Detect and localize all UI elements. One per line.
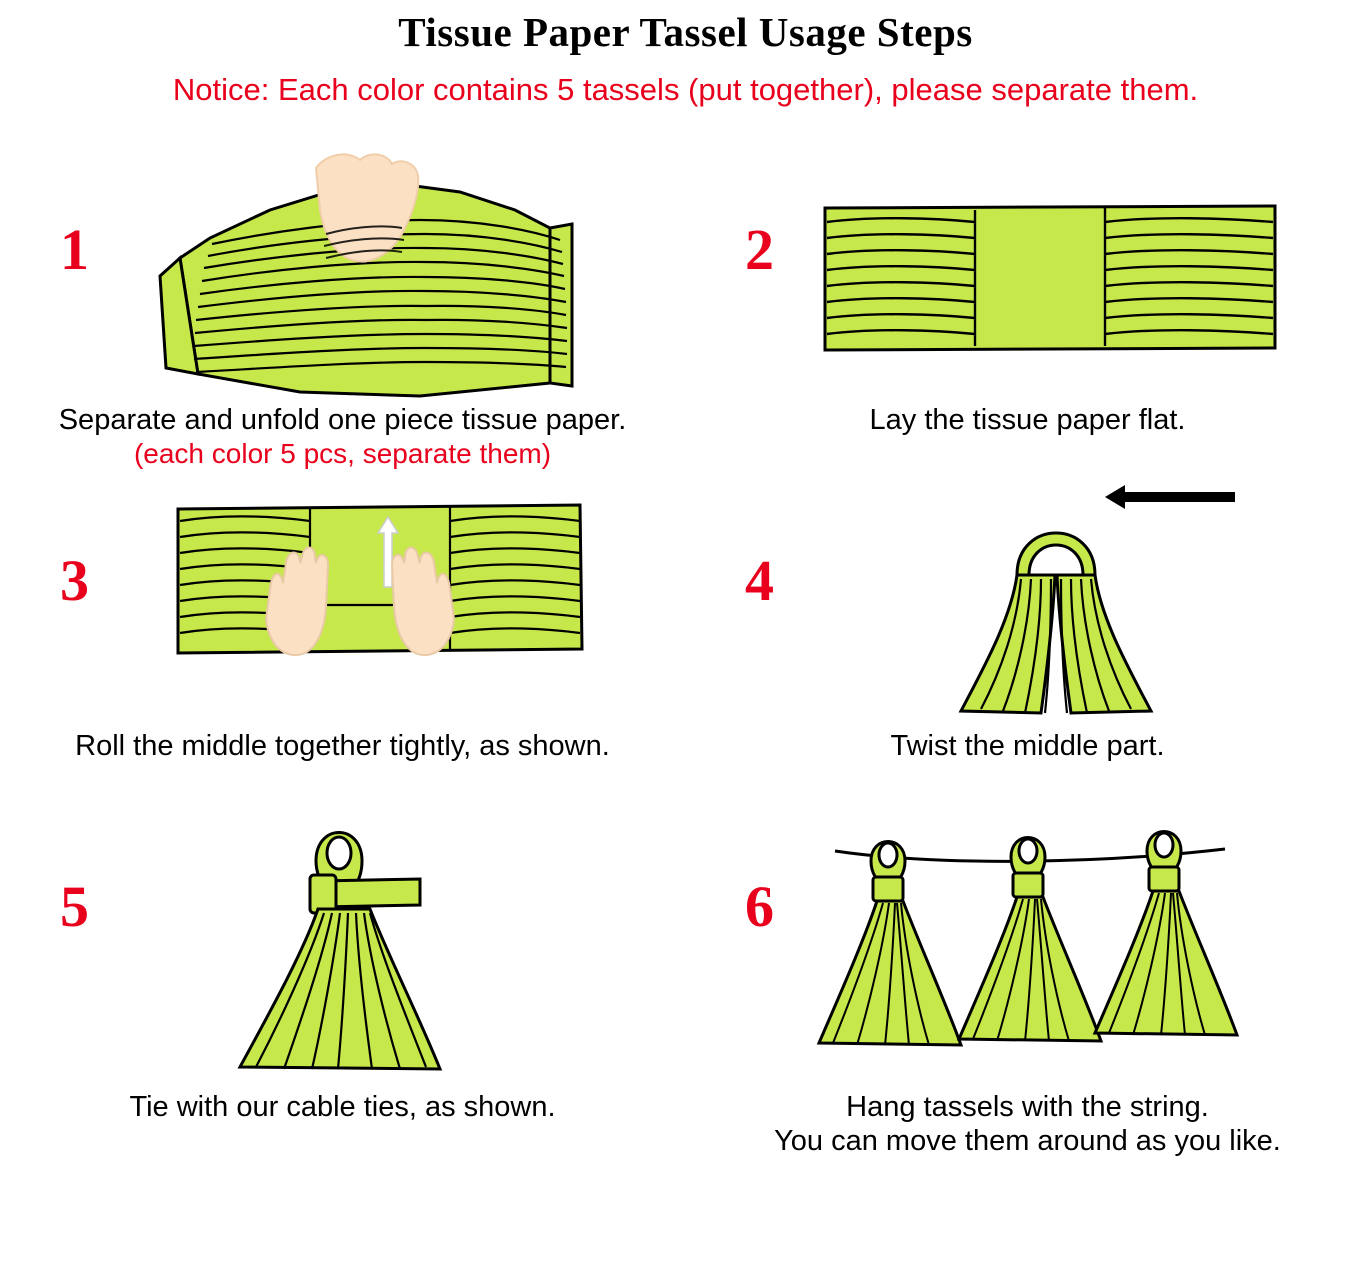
step-4-number: 4 — [745, 548, 774, 613]
three-tassels-on-string-icon — [805, 805, 1350, 1060]
steps-grid — [0, 148, 1371, 1166]
step-1 — [0, 148, 685, 479]
step-2-caption: Lay the tissue paper flat. — [869, 404, 1186, 436]
step-2-captions — [685, 403, 1370, 479]
steps-row-2 — [0, 479, 1371, 805]
page-title: Tissue Paper Tassel Usage Steps — [398, 9, 973, 55]
twisted-tassel-loop-arrow-icon — [805, 479, 1350, 734]
step-1-caption: Separate and unfold one piece tissue paper. — [58, 404, 627, 436]
step-4-caption: Twist the middle part. — [890, 730, 1165, 762]
step-1-illustration-panel — [0, 148, 685, 403]
step-3 — [0, 479, 685, 805]
step-3-caption: Roll the middle together tightly, as shown. — [75, 730, 610, 762]
tassel-1 — [819, 842, 961, 1046]
step-4-illustration-panel — [685, 479, 1370, 729]
notice-text: Notice: Each color contains 5 tassels (put together), please separate them. — [172, 72, 1199, 107]
instruction-sheet — [0, 8, 1371, 1262]
step-2-number: 2 — [745, 217, 774, 282]
step-3-number: 3 — [60, 548, 89, 613]
step-2-illustration-panel — [685, 148, 1370, 403]
step-1-subcaption: (each color 5 pcs, separate them) — [133, 438, 552, 470]
step-6 — [685, 805, 1370, 1166]
folded-tissue-paper-hand-icon — [120, 148, 665, 403]
tassel-3 — [1095, 832, 1237, 1036]
step-2 — [685, 148, 1370, 479]
step-6-subcaption: You can move them around as you like. — [774, 1125, 1281, 1158]
step-6-illustration-panel — [685, 805, 1370, 1090]
step-4-captions — [685, 729, 1370, 805]
step-5-number: 5 — [60, 874, 89, 939]
flat-tissue-paper-stack-icon — [805, 148, 1350, 403]
tassel-2 — [959, 838, 1101, 1042]
step-6-number: 6 — [745, 874, 774, 939]
steps-row-1 — [0, 148, 1371, 479]
step-5-caption: Tie with our cable ties, as shown. — [129, 1091, 556, 1123]
step-1-number: 1 — [60, 217, 89, 282]
step-3-illustration-panel — [0, 479, 685, 729]
step-3-captions — [0, 729, 685, 805]
step-5-illustration-panel — [0, 805, 685, 1090]
step-6-caption: Hang tassels with the string. — [846, 1091, 1209, 1123]
step-4 — [685, 479, 1370, 805]
step-6-captions — [685, 1090, 1370, 1166]
steps-row-3 — [0, 805, 1371, 1166]
tassel-with-cable-tie-icon — [120, 805, 665, 1060]
rolling-middle-two-hands-icon — [120, 479, 665, 734]
step-5 — [0, 805, 685, 1166]
arrow-icon — [1105, 485, 1235, 509]
step-5-captions — [0, 1090, 685, 1166]
step-1-captions — [0, 403, 685, 479]
